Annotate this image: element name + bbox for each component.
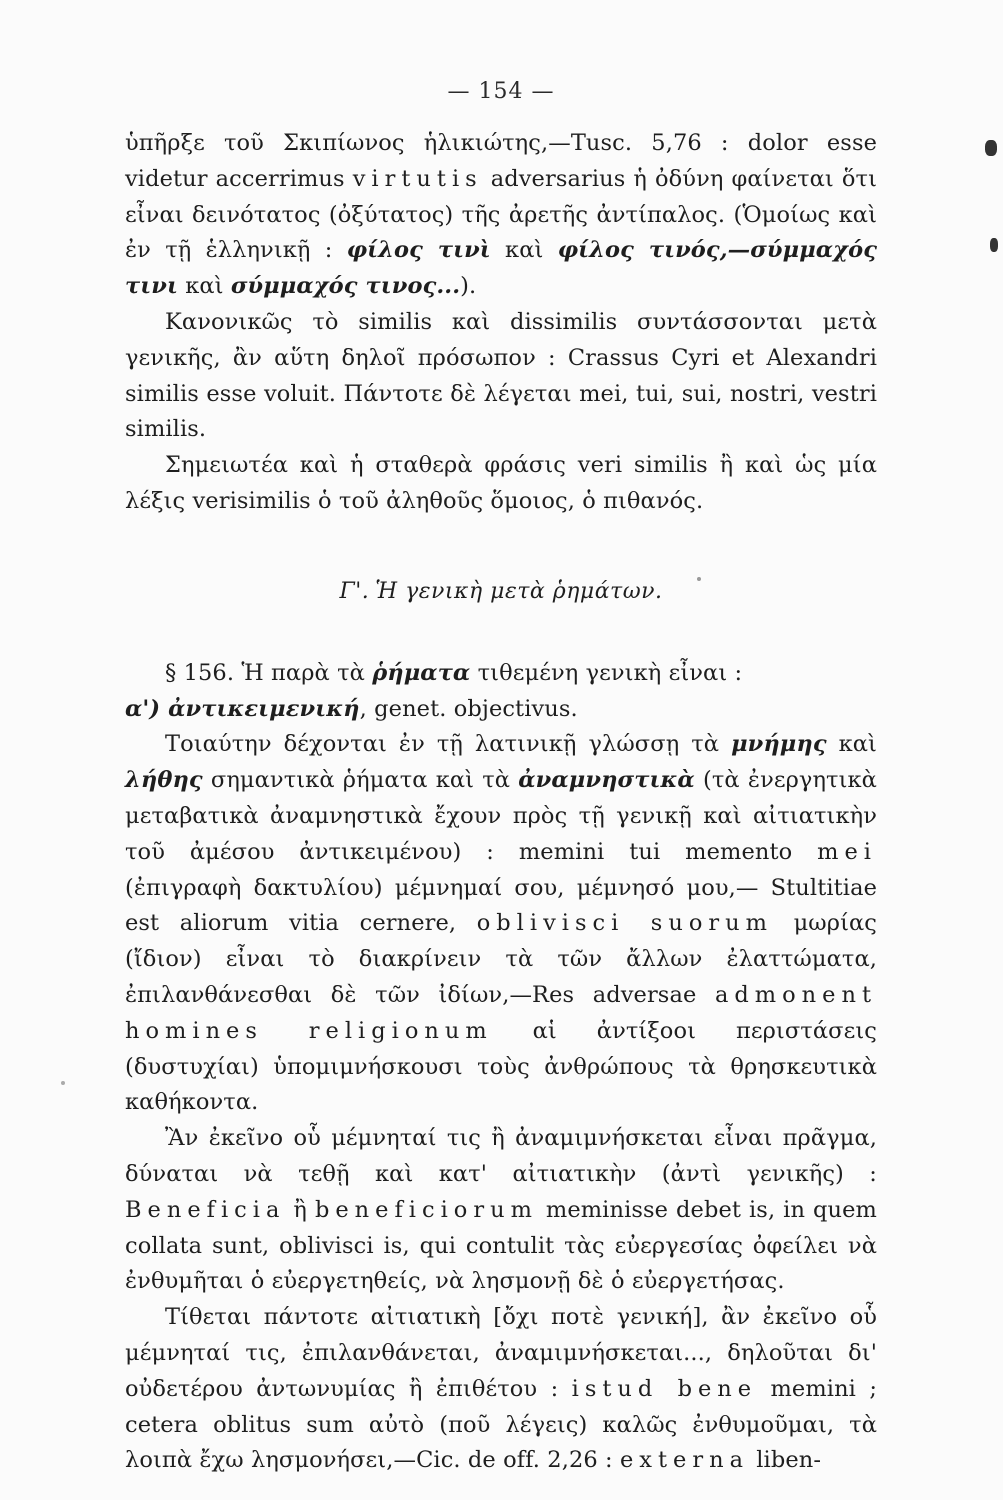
text-run: Τοιαύτην δέχονται ἐν τῇ λατινικῇ γλώσσῃ τὰ [165, 731, 732, 758]
text-run: (ἐπιγραφὴ δακτυλίου) μέμνημαί σου, μέμνησό μου,— Stultitiae est aliorum vitia cernere, [125, 874, 877, 937]
bold-term: α') ἀντικειμενική [125, 695, 360, 722]
text-run: liben- [749, 1447, 822, 1474]
text-run: μωρίας (ἴδιον) εἶναι τὸ διακρίνειν τὰ τῶν ἄλλων ἐλαττώματα, ἐπιλανθάνεσθαι δὲ τῶν ἰδίων,—Res adversae [125, 910, 877, 1008]
text-run: αἱ ἀντίξοοι περιστάσεις (δυστυχίαι) ὑπομιμνήσκουσι τοὺς ἀνθρώπους τὰ θρησκευτικὰ καθήκοντα. [125, 1017, 877, 1116]
text-run: καὶ [826, 731, 877, 758]
bold-term: φίλος τινός,—σύμμαχός τινι [125, 237, 877, 300]
bold-term: μνήμης [731, 731, 827, 758]
paragraph-section-156 [125, 656, 877, 728]
text-run: ὑπῆρξε τοῦ Σκιπίωνος ἡλικιώτης,—Tusc. 5,76 : dolor esse videtur accerrimus [125, 130, 877, 192]
paragraph-thing-accusative [125, 1121, 877, 1300]
scan-speck [985, 140, 997, 156]
paragraph-memory-verbs [125, 727, 877, 1121]
spaced-word: admonent homines religionum [125, 981, 877, 1044]
scan-speck [61, 1081, 65, 1085]
spaced-word: mei [817, 838, 877, 865]
scan-speck [990, 238, 998, 252]
bold-term: σύμμαχός τινος... [230, 273, 461, 300]
text-run: memini ; cetera oblitus sum αὐτὸ (ποῦ λέγεις) καλῶς ἐνθυμοῦμαι, τὰ λοιπὰ ἔχω λησμονήσει,—Cic. de off. 2,26 : [125, 1375, 878, 1474]
text-run: σημαντικὰ ῥήματα καὶ τὰ [202, 767, 519, 794]
text-run: § 156. Ἡ παρὰ τὰ [165, 659, 373, 686]
spaced-word: oblivisci suorum [476, 910, 773, 937]
text-run: ). [460, 273, 477, 300]
text-run: καὶ [490, 237, 558, 264]
text-run: καὶ [177, 273, 231, 300]
text-run: meminisse debet is, in quem collata sunt, oblivisci is, qui contulit τὰς εὐεργεσίας ὀφείλει νὰ ἐνθυμῆται ὁ εὐεργετηθείς, νὰ λησμονῇ δὲ ὁ εὐεργετήσας. [125, 1196, 877, 1295]
bold-term: ῥήματα [372, 659, 471, 686]
bold-term: λήθης [125, 767, 203, 794]
text-run: τιθεμένη γενικὴ εἶναι : [470, 659, 743, 686]
bold-term: φίλος τινὶ [346, 237, 491, 264]
book-page [125, 72, 877, 1479]
text-run: Ἂν ἐκεῖνο οὗ μέμνηταί τις ἢ ἀναμιμνήσκεται εἶναι πρᾶγμα, δύναται νὰ τεθῇ καὶ κατ' αἰτιατικὴν (ἀντὶ γενικῆς) : [125, 1125, 877, 1187]
section-heading-number: Γ'. [339, 578, 370, 604]
text-run: ἢ [285, 1196, 315, 1223]
section-heading [125, 572, 877, 612]
spaced-word: virtutis [352, 165, 483, 192]
text-run: Τίθεται πάντοτε αἰτιατικὴ [ὄχι ποτὲ γενική], ἂν ἐκεῖνο οὗ μέμνηταί τις, ἐπιλανθάνεται, ἀναμιμνήσκεται..., δηλοῦται δι' οὐδετέρου ἀντωνυμίας ἢ ἐπιθέτου : [125, 1304, 877, 1402]
spaced-word: istud bene [571, 1375, 758, 1402]
text-run: adversarius ἡ ὀδύνη φαίνεται ὅτι εἶναι δεινότατος (ὀξύτατος) τῆς ἀρετῆς ἀντίπαλος. (Ὁμοίως καὶ ἐν τῇ ἑλληνικῇ : [125, 165, 877, 264]
paragraph-neuter-pronoun [125, 1300, 877, 1479]
spaced-word: externa [619, 1447, 749, 1474]
paragraph-scipio [125, 126, 877, 305]
text-run: (τὰ ἐνεργητικὰ μεταβατικὰ ἀναμνηστικὰ ἔχουν πρὸς τῇ γενικῇ καὶ αἰτιατικὴν τοῦ ἀμέσου ἀντικειμένου) : memini tui memento [125, 767, 877, 865]
scan-speck [697, 577, 701, 581]
page-number: — 154 — [447, 79, 555, 104]
paragraph-similis: Κανονικῶς τὸ similis καὶ dissimilis συντάσσονται μετὰ γενικῆς, ἂν αὕτη δηλοῖ πρόσωπον : Crassus Cyri et Alexandri similis esse voluit. Πάντοτε δὲ λέγεται mei, tui, sui, nostri, vestri similis. [125, 308, 877, 443]
section-heading-title: Ἡ γενικὴ μετὰ ῥημάτων. [375, 578, 663, 604]
spaced-word: beneficiorum [314, 1196, 538, 1223]
text-run: , genet. objectivus. [359, 695, 578, 722]
spaced-word: Beneficia [125, 1196, 286, 1223]
paragraph-verisimilis: Σημειωτέα καὶ ἡ σταθερὰ φράσις veri similis ἢ καὶ ὡς μία λέξις verisimilis ὁ τοῦ ἀληθοῦς ὅμοιος, ὁ πιθανός. [125, 452, 877, 514]
bold-term: ἀναμνηστικὰ [518, 767, 695, 794]
